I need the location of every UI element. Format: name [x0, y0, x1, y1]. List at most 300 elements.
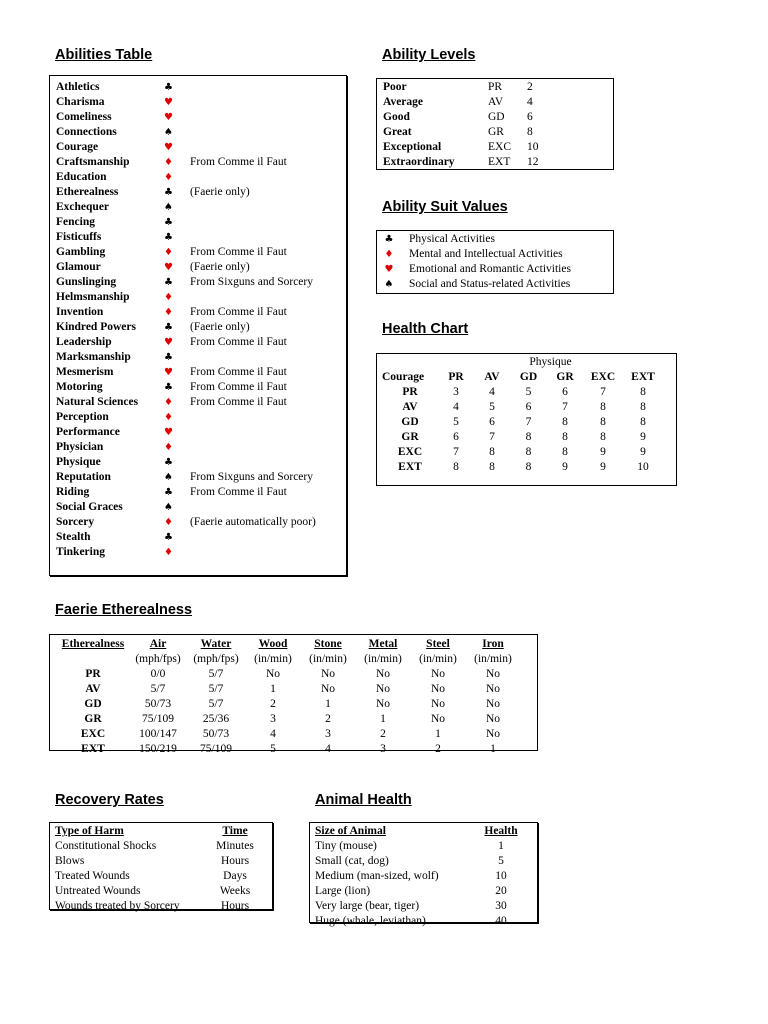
ability-note	[174, 440, 316, 455]
faerie-cell: 2	[270, 698, 276, 710]
suit-icon: ♦	[164, 172, 173, 183]
recovery-row	[55, 854, 265, 869]
animal-row	[315, 854, 529, 869]
health-header: GR	[556, 371, 574, 383]
faerie-cell: 0/0	[150, 668, 166, 680]
suit-icon: ♦	[164, 292, 173, 303]
ability-name: Physique	[56, 456, 101, 468]
ability-name: Performance	[56, 426, 120, 438]
faerie-cell: No	[430, 698, 446, 710]
abilities-table	[49, 75, 347, 576]
health-row	[382, 385, 663, 400]
faerie-cell: 1	[490, 743, 496, 755]
ability-row	[56, 245, 316, 260]
ability-note	[174, 125, 316, 140]
ability-name: Stealth	[56, 531, 91, 543]
animal-size: Very large (bear, tiger)	[315, 900, 420, 912]
health-cell: 6	[525, 401, 532, 413]
suit-description: Emotional and Romantic Activities	[409, 263, 571, 275]
recovery-header: Time	[222, 825, 248, 837]
animal-row	[315, 839, 529, 854]
faerie-cell: No	[485, 668, 501, 680]
courage-level: PR	[402, 386, 418, 398]
health-row	[382, 415, 663, 430]
faerie-cell: 50/73	[144, 698, 172, 710]
ability-row	[56, 455, 316, 470]
faerie-unit: (in/min)	[474, 653, 512, 665]
suit-row	[383, 247, 571, 262]
suit-description: Mental and Intellectual Activities	[409, 248, 563, 260]
health-cell: 7	[453, 446, 459, 458]
level-code: GD	[488, 111, 505, 123]
faerie-cell: 75/109	[200, 743, 232, 755]
faerie-row	[57, 742, 521, 757]
animal-health: 5	[498, 855, 504, 867]
recovery-time: Weeks	[219, 885, 251, 897]
ability-note	[174, 170, 316, 185]
ability-note	[174, 230, 316, 245]
level-row	[383, 140, 539, 155]
faerie-cell: No	[430, 668, 446, 680]
ability-note	[174, 110, 316, 125]
health-cell: 5	[453, 416, 459, 428]
ability-name: Physician	[56, 441, 104, 453]
courage-level: EXT	[398, 461, 422, 473]
suit-description: Social and Status-related Activities	[409, 278, 571, 290]
animal-table	[309, 822, 538, 927]
harm-type: Constitutional Shocks	[55, 840, 157, 852]
suit-icon: ♠	[164, 502, 173, 513]
faerie-cell: No	[485, 713, 501, 725]
ability-row	[56, 515, 316, 530]
ability-name: Helmsmanship	[56, 291, 130, 303]
ability-note: From Sixguns and Sorcery	[190, 471, 313, 483]
health-header: PR	[448, 371, 464, 383]
health-cell: 6	[453, 431, 459, 443]
ability-name: Fencing	[56, 216, 95, 228]
level-code: EXC	[488, 141, 511, 153]
ability-note: From Comme il Faut	[190, 396, 287, 408]
health-row	[382, 430, 663, 445]
ability-note: From Comme il Faut	[190, 336, 287, 348]
ability-name: Connections	[56, 126, 117, 138]
faerie-cell: 2	[380, 728, 386, 740]
faerie-cell: No	[485, 683, 501, 695]
health-cell: 7	[489, 431, 495, 443]
physique-label: Physique	[529, 356, 572, 368]
ability-name: Fisticuffs	[56, 231, 102, 243]
faerie-cell: 150/219	[139, 743, 177, 755]
ability-row	[56, 380, 316, 395]
suit-icon: ♦	[164, 157, 173, 168]
health-cell: 8	[640, 386, 646, 398]
ability-name: Reputation	[56, 471, 111, 483]
health-cell: 8	[562, 431, 568, 443]
faerie-cell: 5/7	[208, 698, 224, 710]
ability-note	[174, 425, 316, 440]
faerie-cell: No	[485, 728, 501, 740]
animal-health: 1	[498, 840, 504, 852]
health-cell: 9	[640, 431, 646, 443]
health-cell: 9	[562, 461, 568, 473]
ability-row	[56, 80, 316, 95]
suits-table	[376, 230, 614, 294]
faerie-header: Etherealness	[61, 638, 125, 650]
faerie-cell: 1	[380, 713, 386, 725]
level-code: PR	[488, 81, 503, 93]
animal-size: Large (lion)	[315, 885, 371, 897]
animal-health: 20	[495, 885, 507, 897]
health-header: Courage	[382, 371, 425, 383]
faerie-table	[49, 634, 538, 755]
faerie-cell: 4	[270, 728, 276, 740]
faerie-cell: No	[320, 683, 336, 695]
health-cell: 7	[525, 416, 532, 428]
suit-icon: ♥	[164, 112, 173, 123]
ability-note	[174, 410, 316, 425]
level-name: Extraordinary	[383, 156, 455, 168]
ability-row	[56, 125, 316, 140]
suit-icon: ♠	[164, 472, 173, 483]
suit-icon: ♣	[164, 352, 173, 363]
animal-header: Size of Animal	[315, 825, 386, 837]
ability-row	[56, 290, 316, 305]
ability-row	[56, 140, 316, 155]
etherealness-level: GD	[84, 698, 102, 710]
abilities-heading: Abilities Table	[55, 47, 153, 63]
ability-row	[56, 350, 316, 365]
health-cell: 6	[489, 416, 495, 428]
health-row	[382, 445, 663, 460]
ability-note: (Faerie automatically poor)	[190, 516, 316, 528]
ability-name: Marksmanship	[56, 351, 131, 363]
faerie-unit: (mph/fps)	[193, 653, 239, 665]
health-heading: Health Chart	[382, 321, 469, 337]
suit-icon: ♥	[164, 142, 173, 153]
faerie-header: Metal	[368, 638, 398, 650]
health-cell: 5	[489, 401, 495, 413]
health-cell: 8	[489, 446, 495, 458]
recovery-time: Hours	[220, 900, 250, 912]
ability-name: Invention	[56, 306, 104, 318]
faerie-cell: 3	[380, 743, 386, 755]
ability-name: Gambling	[56, 246, 106, 258]
faerie-header: Air	[149, 638, 167, 650]
faerie-heading: Faerie Etherealness	[55, 602, 193, 618]
animal-size: Huge (whale, leviathan)	[315, 915, 426, 927]
health-cell: 8	[600, 401, 606, 413]
suit-icon: ♠	[164, 202, 173, 213]
faerie-cell: 100/147	[139, 728, 177, 740]
ability-row	[56, 110, 316, 125]
health-table	[376, 353, 677, 486]
level-value: 2	[527, 81, 533, 93]
ability-note	[174, 290, 316, 305]
ability-name: Leadership	[56, 336, 112, 348]
suit-icon: ♣	[164, 487, 173, 498]
suit-icon: ♥	[164, 367, 173, 378]
level-row	[383, 125, 539, 140]
health-cell: 6	[562, 386, 568, 398]
ability-row	[56, 320, 316, 335]
animal-row	[315, 884, 529, 899]
ability-row	[56, 545, 316, 560]
faerie-header: Wood	[258, 638, 288, 650]
level-value: 6	[527, 111, 533, 123]
recovery-time: Days	[223, 870, 247, 882]
etherealness-level: PR	[85, 668, 101, 680]
ability-row	[56, 500, 316, 515]
suit-icon: ♥	[164, 97, 173, 108]
ability-row	[56, 170, 316, 185]
faerie-header: Steel	[426, 638, 450, 650]
health-cell: 8	[640, 401, 646, 413]
faerie-cell: 5/7	[208, 668, 224, 680]
faerie-unit	[57, 652, 129, 667]
ability-name: Exchequer	[56, 201, 110, 213]
level-value: 12	[527, 156, 539, 168]
ability-name: Charisma	[56, 96, 105, 108]
ability-row	[56, 440, 316, 455]
ability-name: Gunslinging	[56, 276, 117, 288]
animal-size: Medium (man-sized, wolf)	[315, 870, 439, 882]
faerie-header: Water	[200, 638, 232, 650]
ability-name: Athletics	[56, 81, 100, 93]
animal-health: 10	[495, 870, 507, 882]
level-row	[383, 110, 539, 125]
ability-row	[56, 230, 316, 245]
animal-heading: Animal Health	[315, 792, 412, 808]
ability-row	[56, 155, 316, 170]
suit-icon: ♠	[164, 127, 173, 138]
health-cell: 8	[453, 461, 459, 473]
faerie-cell: No	[375, 668, 391, 680]
ability-name: Craftsmanship	[56, 156, 130, 168]
levels-heading: Ability Levels	[382, 47, 476, 63]
ability-row	[56, 470, 316, 485]
recovery-heading: Recovery Rates	[55, 792, 164, 808]
faerie-cell: 5	[270, 743, 276, 755]
health-cell: 8	[525, 446, 532, 458]
faerie-cell: No	[430, 713, 446, 725]
animal-header: Health	[484, 825, 518, 837]
ability-note: From Comme il Faut	[190, 246, 287, 258]
health-cell: 10	[637, 461, 649, 473]
suit-icon: ♦	[164, 547, 173, 558]
faerie-unit: (in/min)	[364, 653, 402, 665]
level-value: 4	[527, 96, 533, 108]
ability-note: From Comme il Faut	[190, 381, 287, 393]
suit-icon: ♣	[164, 187, 173, 198]
faerie-cell: 1	[435, 728, 441, 740]
ability-row	[56, 185, 316, 200]
level-row	[383, 155, 539, 170]
suit-icon: ♥	[384, 264, 394, 275]
suit-icon: ♥	[164, 337, 173, 348]
faerie-unit: (in/min)	[419, 653, 457, 665]
suit-icon: ♣	[164, 217, 173, 228]
faerie-cell: 50/73	[202, 728, 230, 740]
harm-type: Untreated Wounds	[55, 885, 141, 897]
ability-row	[56, 305, 316, 320]
ability-row	[56, 425, 316, 440]
health-cell: 8	[525, 431, 532, 443]
health-row	[382, 460, 663, 475]
ability-note: (Faerie only)	[190, 186, 250, 198]
ability-row	[56, 410, 316, 425]
courage-level: EXC	[397, 446, 423, 458]
ability-row	[56, 395, 316, 410]
suit-icon: ♣	[384, 234, 394, 245]
harm-type: Treated Wounds	[55, 870, 130, 882]
faerie-row	[57, 667, 521, 682]
faerie-cell: No	[430, 683, 446, 695]
recovery-table	[49, 822, 273, 910]
faerie-unit: (in/min)	[309, 653, 347, 665]
faerie-cell: 2	[435, 743, 441, 755]
recovery-row	[55, 869, 265, 884]
ability-note	[174, 80, 316, 95]
suit-icon: ♥	[164, 262, 173, 273]
recovery-row	[55, 899, 265, 914]
suit-icon: ♣	[164, 82, 173, 93]
ability-note: From Comme il Faut	[190, 366, 287, 378]
health-cell: 4	[489, 386, 495, 398]
ability-name: Glamour	[56, 261, 101, 273]
health-cell: 8	[525, 461, 532, 473]
faerie-cell: 1	[325, 698, 331, 710]
faerie-header: Stone	[314, 638, 342, 650]
ability-note	[174, 215, 316, 230]
faerie-cell: 5/7	[208, 683, 224, 695]
etherealness-level: GR	[84, 713, 102, 725]
animal-row	[315, 914, 529, 929]
suit-icon: ♦	[164, 517, 173, 528]
faerie-cell: 1	[270, 683, 276, 695]
level-name: Poor	[383, 81, 407, 93]
etherealness-level: EXC	[80, 728, 106, 740]
health-cell: 8	[600, 416, 606, 428]
recovery-row	[55, 884, 265, 899]
ability-note	[174, 530, 316, 545]
health-header: GD	[519, 371, 538, 383]
health-cell: 3	[453, 386, 459, 398]
ability-name: Natural Sciences	[56, 396, 139, 408]
health-cell: 8	[489, 461, 495, 473]
harm-type: Blows	[55, 855, 85, 867]
faerie-cell: No	[375, 683, 391, 695]
faerie-cell: 3	[325, 728, 331, 740]
etherealness-level: AV	[85, 683, 101, 695]
suit-row	[383, 277, 571, 292]
animal-health: 40	[495, 915, 507, 927]
health-cell: 9	[600, 461, 606, 473]
suit-icon: ♠	[384, 279, 394, 290]
ability-row	[56, 530, 316, 545]
ability-name: Social Graces	[56, 501, 123, 513]
ability-name: Courage	[56, 141, 99, 153]
level-code: AV	[488, 96, 504, 108]
ability-row	[56, 365, 316, 380]
courage-level: GR	[401, 431, 419, 443]
health-cell: 7	[562, 401, 568, 413]
ability-note	[174, 545, 316, 560]
health-cell: 8	[562, 416, 568, 428]
ability-name: Kindred Powers	[56, 321, 136, 333]
faerie-cell: 5/7	[150, 683, 166, 695]
faerie-row	[57, 712, 521, 727]
level-code: EXT	[488, 156, 511, 168]
ability-name: Perception	[56, 411, 109, 423]
level-name: Exceptional	[383, 141, 442, 153]
level-name: Average	[383, 96, 424, 108]
suit-icon: ♣	[164, 232, 173, 243]
faerie-row	[57, 727, 521, 742]
health-row	[382, 400, 663, 415]
health-cell: 5	[525, 386, 532, 398]
suit-icon: ♣	[164, 382, 173, 393]
level-value: 10	[527, 141, 539, 153]
ability-note	[174, 140, 316, 155]
suit-row	[383, 262, 571, 277]
ability-row	[56, 335, 316, 350]
suit-icon: ♦	[164, 397, 173, 408]
etherealness-level: EXT	[81, 743, 105, 755]
ability-name: Etherealness	[56, 186, 119, 198]
ability-row	[56, 215, 316, 230]
health-cell: 9	[600, 446, 606, 458]
ability-note: (Faerie only)	[190, 261, 250, 273]
ability-note: (Faerie only)	[190, 321, 250, 333]
courage-level: GD	[401, 416, 419, 428]
suit-icon: ♥	[164, 427, 173, 438]
health-cell: 9	[640, 446, 646, 458]
faerie-cell: No	[320, 668, 336, 680]
suit-icon: ♣	[164, 322, 173, 333]
animal-health: 30	[495, 900, 507, 912]
faerie-row	[57, 682, 521, 697]
recovery-row	[55, 839, 265, 854]
recovery-time: Minutes	[216, 840, 254, 852]
animal-size: Tiny (mouse)	[315, 840, 377, 852]
faerie-unit: (mph/fps)	[135, 653, 181, 665]
faerie-cell: 4	[325, 743, 331, 755]
level-name: Good	[383, 111, 410, 123]
level-row	[383, 95, 539, 110]
ability-row	[56, 95, 316, 110]
ability-row	[56, 485, 316, 500]
health-header: AV	[484, 371, 500, 383]
ability-note	[174, 500, 316, 515]
ability-name: Sorcery	[56, 516, 95, 528]
faerie-cell: No	[265, 668, 281, 680]
courage-level: AV	[402, 401, 418, 413]
harm-type: Wounds treated by Sorcery	[55, 900, 180, 912]
health-cell: 8	[640, 416, 646, 428]
faerie-cell: No	[485, 698, 501, 710]
faerie-cell: 3	[270, 713, 276, 725]
ability-note: From Comme il Faut	[190, 486, 287, 498]
suit-icon: ♣	[164, 277, 173, 288]
animal-size: Small (cat, dog)	[315, 855, 389, 867]
health-cell: 8	[600, 431, 606, 443]
ability-name: Mesmerism	[56, 366, 114, 378]
faerie-cell: 75/109	[142, 713, 174, 725]
suit-icon: ♦	[164, 442, 173, 453]
ability-note	[174, 455, 316, 470]
suit-icon: ♦	[164, 307, 173, 318]
faerie-cell: 25/36	[202, 713, 230, 725]
